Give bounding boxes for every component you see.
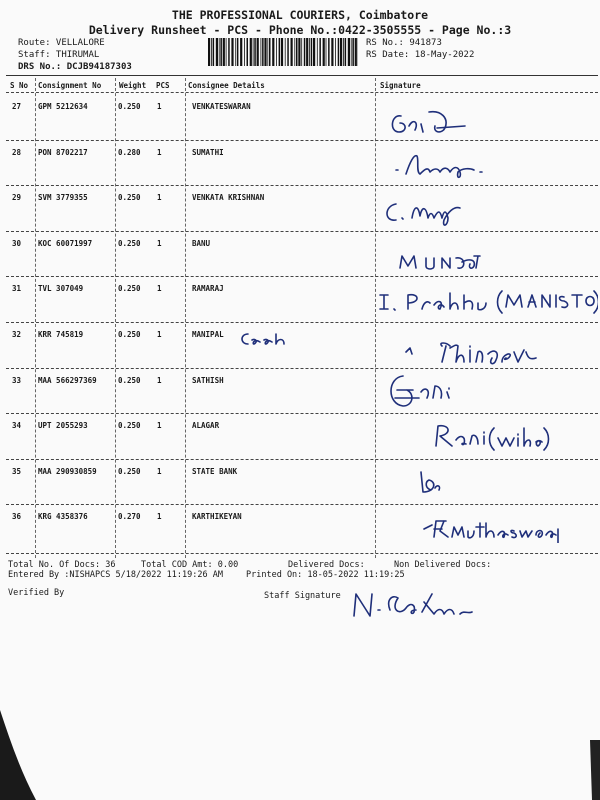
staff-signature: [350, 588, 480, 622]
cell-consignment: TVL 307049: [38, 284, 84, 294]
barcode-bar: [219, 38, 220, 66]
barcode-bar: [237, 38, 239, 66]
barcode-bar: [223, 38, 225, 66]
cell-pcs: 1: [157, 193, 162, 203]
non-delivered-docs: Non Delivered Docs:: [394, 560, 492, 570]
cell-consignment: KRG 4358376: [38, 512, 88, 522]
table-top-rule: [6, 75, 598, 76]
barcode-bar: [269, 38, 271, 66]
total-docs: Total No. Of Docs: 36: [8, 560, 116, 570]
cell-sno: 35: [12, 466, 22, 476]
row-divider: [6, 140, 598, 141]
cell-sno: 31: [12, 284, 22, 294]
signature-row-35: [415, 468, 455, 496]
cell-sno: 29: [12, 193, 22, 203]
cell-consignment: KRR 745819: [38, 330, 84, 339]
barcode-bar: [352, 38, 354, 66]
cell-consignee: STATE BANK: [192, 466, 238, 476]
cell-consignee: KARTHIKEYAN: [192, 512, 242, 522]
cell-consignment: KOC 60071997: [38, 238, 93, 248]
cell-pcs: 1: [157, 330, 162, 339]
barcode-bar: [226, 38, 227, 66]
cell-consignee: BANU: [192, 238, 211, 248]
barcode-bar: [326, 38, 327, 66]
cell-consignment: PON 8702217: [38, 147, 88, 157]
cell-sno: 34: [12, 421, 22, 431]
signature-row-31: [378, 287, 598, 315]
cell-weight: 0.250: [118, 284, 141, 294]
col-divider: [375, 78, 376, 558]
cell-pcs: 1: [157, 238, 162, 248]
row-divider: [6, 276, 598, 277]
signature-row-27: [385, 108, 475, 138]
staff-label: Staff: THIRUMAL: [18, 50, 100, 60]
cell-sno: 28: [12, 147, 22, 157]
verified-by-label: Verified By: [8, 588, 65, 598]
row-divider: [6, 413, 598, 414]
row-divider: [6, 185, 598, 186]
barcode-bar: [279, 38, 281, 66]
cell-sno: 32: [12, 330, 22, 339]
barcode-bar: [345, 38, 347, 66]
cell-consignment: GPM 5212634: [38, 102, 88, 111]
cell-weight: 0.250: [118, 238, 141, 248]
barcode-bar: [309, 38, 310, 66]
barcode-bar: [208, 38, 210, 66]
cell-pcs: 1: [157, 284, 162, 294]
paper-fold-edge: [0, 700, 600, 800]
entered-by: Entered By :NISHAPCS 5/18/2022 11:19:26 AM: [8, 570, 223, 580]
barcode-bar: [296, 38, 298, 66]
barcode-bar: [340, 38, 342, 66]
total-cod-amount: Total COD Amt: 0.00: [141, 560, 239, 570]
barcode-bar: [216, 38, 218, 66]
barcode-bar: [351, 38, 352, 66]
barcode-bar: [311, 38, 313, 66]
cell-sno: 30: [12, 238, 22, 248]
signature-row-34: [430, 420, 550, 452]
barcode-bar: [319, 38, 321, 66]
cell-consignee: SATHISH: [192, 375, 224, 385]
barcode-bar: [301, 38, 302, 66]
signature-row-28: [392, 150, 487, 182]
barcode-bar: [304, 38, 306, 66]
barcode-bar: [253, 38, 254, 66]
cell-sno: 36: [12, 512, 22, 522]
barcode-bar: [343, 38, 344, 66]
delivered-docs: Delivered Docs:: [288, 560, 365, 570]
row-divider: [6, 322, 598, 323]
cell-weight: 0.250: [118, 102, 141, 111]
cell-consignment: MAA 290930859: [38, 466, 97, 476]
printed-on: Printed On: 18-05-2022 11:19:25: [246, 570, 405, 580]
signature-row-32-stamp: [238, 330, 288, 348]
row-divider: [6, 459, 598, 460]
col-divider: [115, 78, 116, 558]
cell-consignee: VENKATESWARAN: [192, 102, 251, 111]
rs-number: RS No.: 941873: [366, 38, 442, 48]
col-consignment-header: Consignment No: [38, 81, 102, 90]
barcode-bar: [285, 38, 286, 66]
barcode-bar: [247, 38, 249, 66]
signature-row-29: [382, 196, 472, 230]
cell-pcs: 1: [157, 512, 162, 522]
cell-consignee: MANIPAL: [192, 330, 224, 339]
cell-weight: 0.250: [118, 330, 141, 339]
cell-consignee: VENKATA KRISHNAN: [192, 193, 265, 203]
cell-weight: 0.250: [118, 421, 141, 431]
barcode: [208, 38, 358, 66]
signature-row-30: [396, 248, 486, 274]
barcode-bar: [306, 38, 308, 66]
barcode-bar: [262, 38, 264, 66]
barcode-bar: [272, 38, 274, 66]
route-label: Route: VELLALORE: [18, 38, 105, 48]
cell-pcs: 1: [157, 147, 162, 157]
barcode-bar: [317, 38, 318, 66]
row-divider: [6, 504, 598, 505]
row-divider: [6, 231, 598, 232]
table-header-rule: [6, 92, 598, 93]
rs-date: RS Date: 18-May-2022: [366, 50, 475, 60]
barcode-bar: [254, 38, 256, 66]
col-consignee-header: Consignee Details: [188, 81, 265, 90]
cell-weight: 0.280: [118, 147, 141, 157]
barcode-bar: [250, 38, 252, 66]
document-title: THE PROFESSIONAL COURIERS, Coimbatore: [171, 8, 429, 22]
barcode-bar: [231, 38, 233, 66]
barcode-bar: [335, 38, 336, 66]
col-divider: [35, 78, 36, 558]
cell-consignee: SUMATHI: [192, 147, 224, 157]
cell-consignment: MAA 566297369: [38, 375, 97, 385]
cell-pcs: 1: [157, 102, 162, 111]
barcode-bar: [287, 38, 289, 66]
barcode-bar: [213, 38, 215, 66]
cell-weight: 0.250: [118, 466, 141, 476]
col-divider: [185, 78, 186, 558]
cell-pcs: 1: [157, 466, 162, 476]
barcode-bar: [328, 38, 330, 66]
barcode-bar: [228, 38, 230, 66]
barcode-bar: [220, 38, 222, 66]
cell-weight: 0.270: [118, 512, 141, 522]
document-subtitle: Delivery Runsheet - PCS - Phone No.:0422-3505555 - Page No.:3: [88, 23, 512, 37]
drs-number: DRS No.: DCJB94187303: [18, 62, 132, 72]
barcode-bar: [257, 38, 259, 66]
col-signature-header: Signature: [380, 81, 421, 90]
signature-row-33: [385, 372, 465, 412]
barcode-bar: [235, 38, 236, 66]
barcode-bar: [281, 38, 283, 66]
barcode-bar: [276, 38, 277, 66]
barcode-bar: [264, 38, 266, 66]
barcode-bar: [294, 38, 295, 66]
col-weight-header: Weight: [119, 81, 147, 90]
barcode-bar: [355, 38, 357, 66]
staff-signature-label: Staff Signature: [264, 591, 341, 601]
cell-pcs: 1: [157, 421, 162, 431]
cell-consignment: UPT 2055293: [38, 421, 88, 431]
barcode-bar: [267, 38, 268, 66]
col-sno-header: S No: [10, 81, 29, 90]
barcode-bar: [313, 38, 315, 66]
barcode-bar: [244, 38, 245, 66]
cell-weight: 0.250: [118, 375, 141, 385]
barcode-bar: [331, 38, 333, 66]
barcode-bar: [240, 38, 242, 66]
cell-sno: 33: [12, 375, 22, 385]
barcode-bar: [211, 38, 212, 66]
cell-weight: 0.250: [118, 193, 141, 203]
signature-row-32: [402, 338, 562, 368]
table-bottom-rule: [6, 553, 598, 554]
barcode-bar: [348, 38, 350, 66]
signature-row-36: [422, 515, 562, 543]
cell-sno: 27: [12, 102, 22, 111]
barcode-bar: [298, 38, 300, 66]
cell-consignee: RAMARAJ: [192, 284, 224, 294]
cell-consignee: ALAGAR: [192, 421, 220, 431]
col-pcs-header: PCS: [156, 81, 170, 90]
barcode-bar: [323, 38, 325, 66]
cell-pcs: 1: [157, 375, 162, 385]
barcode-bar: [291, 38, 293, 66]
barcode-bar: [261, 38, 262, 66]
barcode-bar: [338, 38, 340, 66]
cell-consignment: SVM 3779355: [38, 193, 88, 203]
